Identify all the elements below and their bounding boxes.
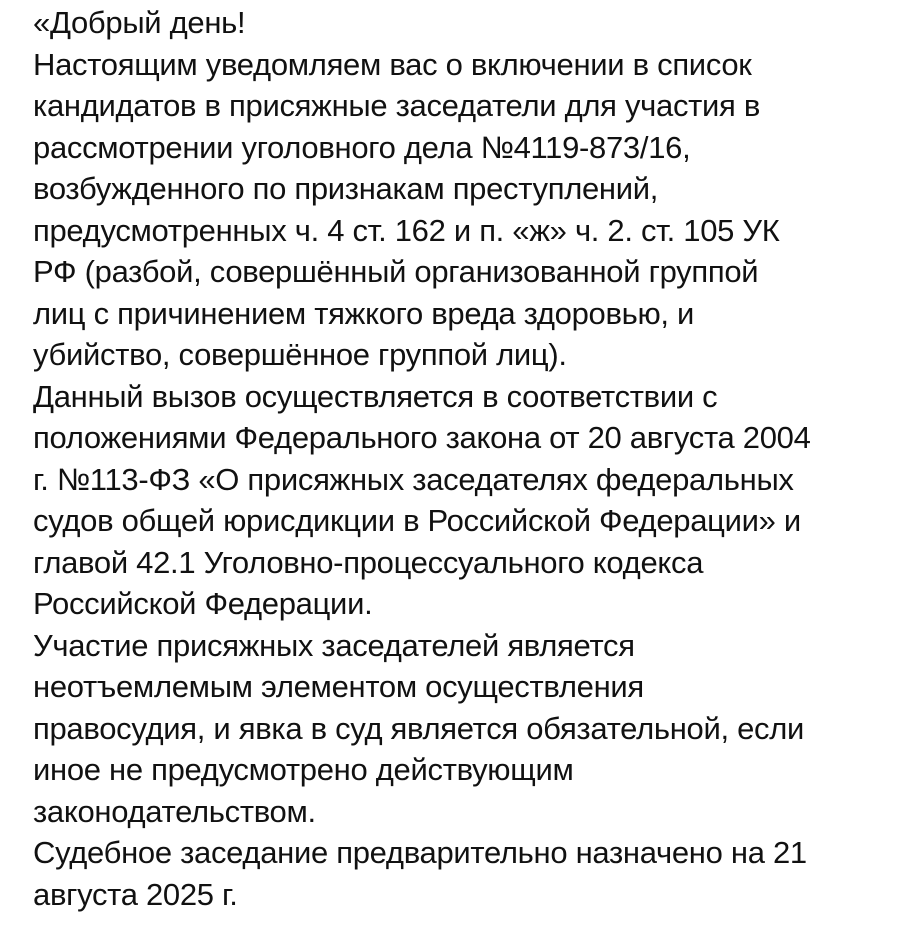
text-line: августа 2025 г. <box>33 876 238 912</box>
text-line: положениями Федерального закона от 20 августа 2004 <box>33 420 811 455</box>
text-line: неотъемлемым элементом осуществления <box>33 669 644 704</box>
text-line: Участие присяжных заседателей является <box>33 627 635 663</box>
text-line: иное не предусмотрено действующим <box>33 752 574 787</box>
text-line: предусмотренных ч. 4 ст. 162 и п. «ж» ч. 2. ст. 105 УК <box>33 212 780 248</box>
text-line: Российской Федерации. <box>33 586 373 621</box>
message-text <box>33 2 893 915</box>
text-line: кандидатов в присяжные заседатели для участия в <box>33 88 761 123</box>
text-line: РФ (разбой, совершённый организованной группой <box>33 254 759 289</box>
text-line: правосудия, и явка в суд является обязательной, если <box>33 710 805 746</box>
text-line: Данный вызов осуществляется в соответствии с <box>33 378 718 414</box>
text-line: убийство, совершённое группой лиц). <box>33 337 567 372</box>
text-line: возбужденного по признакам преступлений, <box>33 171 659 206</box>
text-line: главой 42.1 Уголовно-процессуального кодекса <box>33 544 704 580</box>
text-line: лиц с причинением тяжкого вреда здоровью, и <box>33 295 695 331</box>
text-line: законодательством. <box>33 793 316 829</box>
text-line: Настоящим уведомляем вас о включении в список <box>33 46 752 82</box>
text-line: судов общей юрисдикции в Российской Федерации» и <box>33 503 801 538</box>
greeting-line: «Добрый день! <box>33 5 246 40</box>
text-line: г. №113-ФЗ «О присяжных заседателях федеральных <box>33 461 794 497</box>
text-line: рассмотрении уголовного дела №4119-873/16, <box>33 129 691 165</box>
text-line: Судебное заседание предварительно назначено на 21 <box>33 835 807 870</box>
